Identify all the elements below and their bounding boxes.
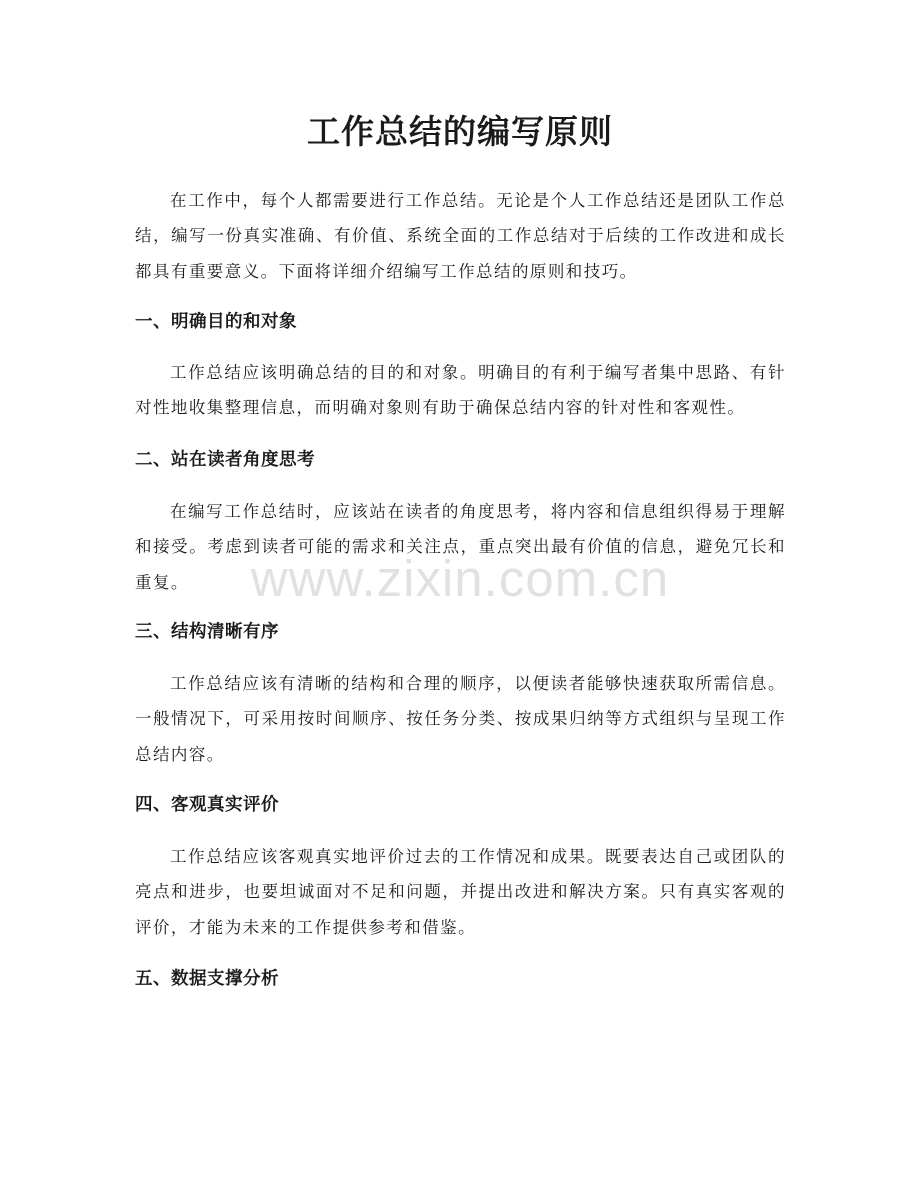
section-body-3: 工作总结应该有清晰的结构和合理的顺序，以便读者能够快速获取所需信息。一般情况下，可采用按时间顺序、按任务分类、按成果归纳等方式组织与呈现工作总结内容。 bbox=[135, 674, 786, 764]
section-heading-1: 一、明确目的和对象 bbox=[135, 312, 297, 332]
section-heading-3: 三、结构清晰有序 bbox=[135, 622, 279, 642]
section-heading-2: 二、站在读者角度思考 bbox=[135, 450, 315, 470]
section-heading-4: 四、客观真实评价 bbox=[135, 795, 279, 815]
watermark: www.zixin.com.cn bbox=[250, 550, 670, 607]
section-body-2: 在编写工作总结时，应该站在读者的角度思考，将内容和信息组织得易于理解和接受。考虑到读者可能的需求和关注点，重点突出最有价值的信息，避免冗长和重复。 bbox=[135, 502, 786, 592]
section-body-1: 工作总结应该明确总结的目的和对象。明确目的有利于编写者集中思路、有针对性地收集整理信息，而明确对象则有助于确保总结内容的针对性和客观性。 bbox=[135, 363, 786, 418]
document-title: 工作总结的编写原则 bbox=[307, 112, 613, 151]
section-heading-5: 五、数据支撑分析 bbox=[135, 969, 279, 989]
section-body-4: 工作总结应该客观真实地评价过去的工作情况和成果。既要表达自己或团队的亮点和进步，也要坦诚面对不足和问题，并提出改进和解决方案。只有真实客观的评价，才能为未来的工作提供参考和借鉴。 bbox=[135, 847, 786, 937]
intro-paragraph: 在工作中，每个人都需要进行工作总结。无论是个人工作总结还是团队工作总结，编写一份真实准确、有价值、系统全面的工作总结对于后续的工作改进和成长都具有重要意义。下面将详细介绍编写工作总结的原则和技巧。 bbox=[135, 191, 786, 281]
